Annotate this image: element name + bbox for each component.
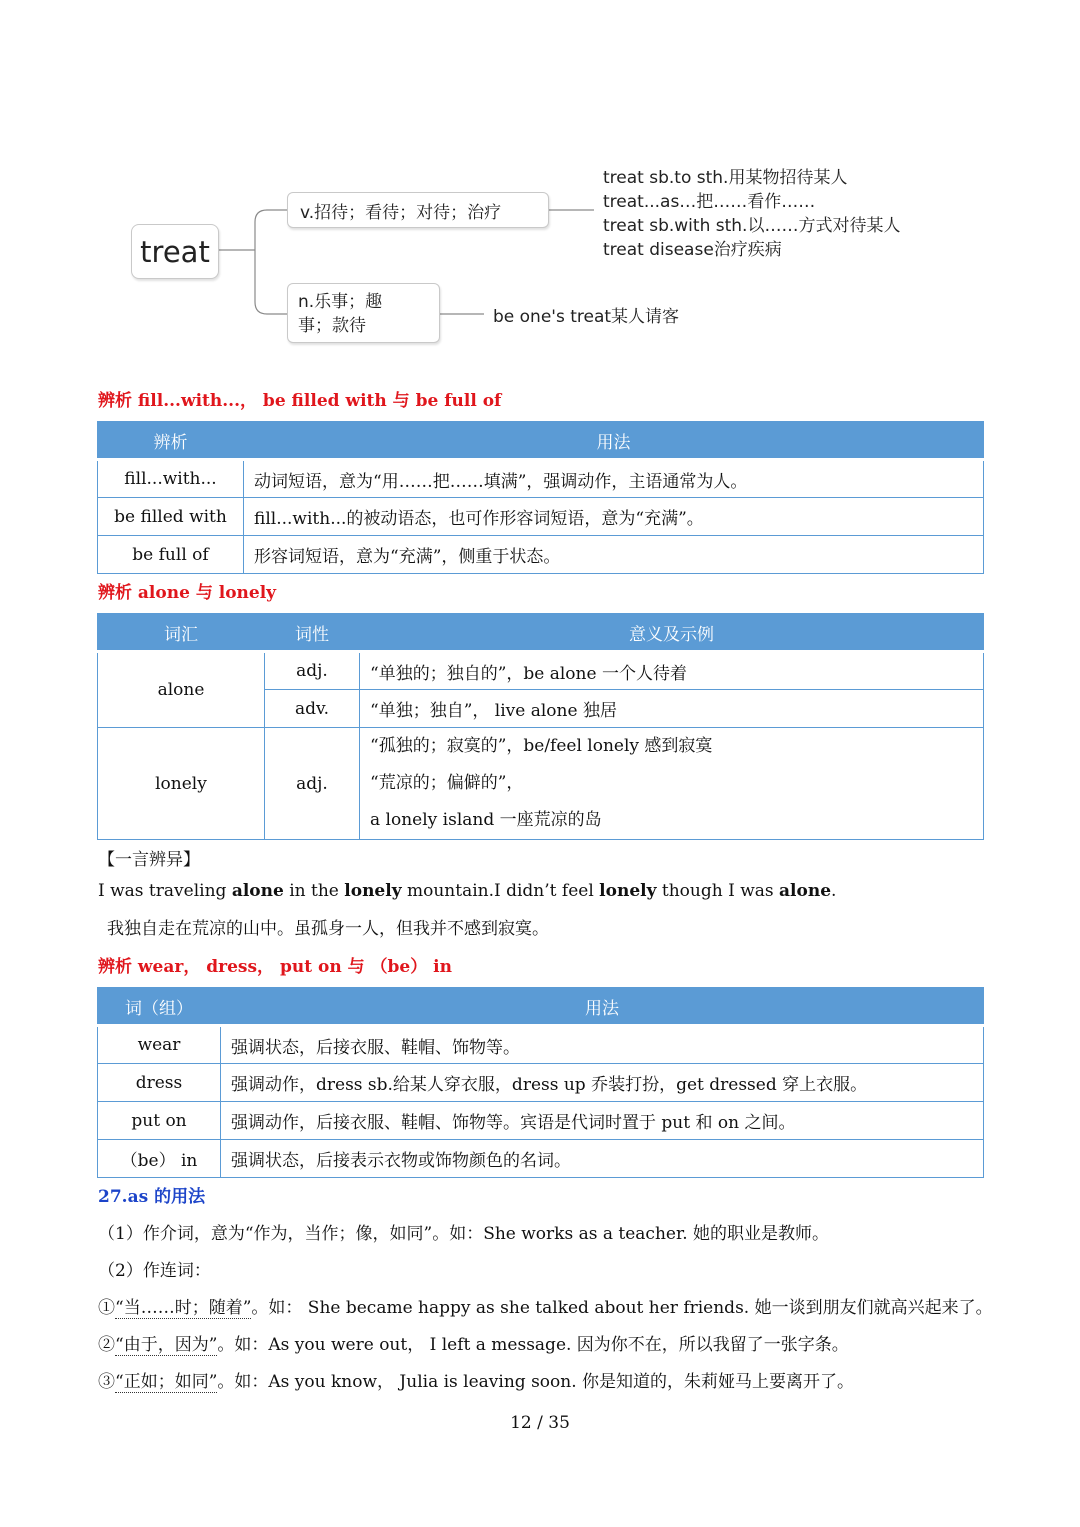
cell-usage: 强调状态，后接表示衣物或饰物颜色的名词。 bbox=[221, 1140, 984, 1178]
text-run: in the bbox=[283, 881, 345, 901]
cell-meaning: “单独；独自”， live alone 独居 bbox=[360, 690, 984, 728]
as-usage-2: （2）作连词： bbox=[98, 1261, 211, 1281]
bold-run: alone bbox=[779, 881, 832, 901]
section4-heading: 27.as 的用法 bbox=[98, 1187, 206, 1207]
cell-word: alone bbox=[98, 652, 265, 728]
yiyan-sentence bbox=[98, 881, 836, 901]
as-usage-4 bbox=[98, 1330, 849, 1355]
section2-heading: 辨析 alone 与 lonely bbox=[98, 583, 277, 603]
cell-usage: 强调动作，后接衣服、鞋帽、饰物等。宾语是代词时置于 put 和 on 之间。 bbox=[221, 1102, 984, 1140]
as-usage-5 bbox=[98, 1367, 854, 1392]
table-row bbox=[98, 536, 984, 574]
cell-term: be full of bbox=[98, 536, 244, 574]
alone-lonely-table bbox=[97, 613, 984, 840]
verb-leaf: treat sb.with sth.以……方式对待某人 bbox=[603, 216, 901, 236]
verb-leaf: treat sb.to sth.用某物招待某人 bbox=[603, 168, 848, 188]
section3-heading: 辨析 wear， dress， put on 与 （be） in bbox=[98, 957, 452, 977]
term: “由于，因为” bbox=[115, 1335, 218, 1355]
cell-usage: 动词短语，意为“用……把……填满”，强调动作，主语通常为人。 bbox=[244, 460, 984, 498]
as-usage-1: （1）作介词，意为“作为，当作；像，如同”。如：She works as a teacher. 她的职业是教师。 bbox=[98, 1224, 830, 1244]
bold-run: lonely bbox=[344, 881, 402, 901]
mindmap-noun-node bbox=[287, 283, 440, 343]
cell-pos: adj. bbox=[265, 728, 360, 840]
cell-meaning bbox=[360, 728, 984, 840]
mindmap-root: treat bbox=[131, 224, 219, 279]
noun-node-line1: n.乐事；趣 bbox=[298, 292, 383, 312]
item-number: ① bbox=[98, 1298, 115, 1318]
table-header: 用法 bbox=[244, 422, 984, 460]
cell-meaning: “单独的；独自的”，be alone 一个人待着 bbox=[360, 652, 984, 690]
yiyan-label: 【一言辨异】 bbox=[98, 850, 200, 870]
meaning-line: a lonely island 一座荒凉的岛 bbox=[370, 810, 602, 830]
text-run: I was traveling bbox=[98, 881, 232, 901]
cell-term: put on bbox=[98, 1102, 221, 1140]
table-row bbox=[98, 728, 984, 840]
text-run: mountain.I didn’t feel bbox=[401, 881, 600, 901]
term: “当……时；随着” bbox=[115, 1298, 252, 1318]
cell-term: fill...with... bbox=[98, 460, 244, 498]
table-header: 词汇 bbox=[98, 614, 265, 652]
page-number: 12 / 35 bbox=[510, 1413, 570, 1433]
cell-word: lonely bbox=[98, 728, 265, 840]
table-row bbox=[98, 1026, 984, 1064]
table-header: 词（组） bbox=[98, 988, 221, 1026]
cell-usage: 强调状态，后接衣服、鞋帽、饰物等。 bbox=[221, 1026, 984, 1064]
cell-usage: 形容词短语，意为“充满”，侧重于状态。 bbox=[244, 536, 984, 574]
cell-term: （be） in bbox=[98, 1140, 221, 1178]
cell-pos: adj. bbox=[265, 652, 360, 690]
verb-leaf: treat...as…把……看作…… bbox=[603, 192, 816, 212]
cell-term: wear bbox=[98, 1026, 221, 1064]
example: 。如：As you know， Julia is leaving soon. 你是知道的，朱莉娅马上要离开了。 bbox=[217, 1372, 855, 1392]
cell-usage: fill...with...的被动语态，也可作形容词短语，意为“充满”。 bbox=[244, 498, 984, 536]
table-header: 词性 bbox=[265, 614, 360, 652]
table-row bbox=[98, 498, 984, 536]
as-usage-3 bbox=[98, 1293, 993, 1318]
fill-with-table bbox=[97, 421, 984, 574]
item-number: ② bbox=[98, 1335, 115, 1355]
noun-node-line2: 事；款待 bbox=[298, 316, 366, 336]
table-row bbox=[98, 1064, 984, 1102]
table-row bbox=[98, 1102, 984, 1140]
cell-term: dress bbox=[98, 1064, 221, 1102]
wear-dress-table bbox=[97, 987, 984, 1178]
table-row bbox=[98, 460, 984, 498]
text-run: though I was bbox=[656, 881, 780, 901]
cell-pos: adv. bbox=[265, 690, 360, 728]
term: “正如；如同” bbox=[115, 1372, 218, 1392]
yiyan-translation: 我独自走在荒凉的山中。虽孤身一人，但我并不感到寂寞。 bbox=[107, 919, 549, 939]
example: 。如： She became happy as she talked about her friends. 她一谈到朋友们就高兴起来了。 bbox=[251, 1298, 993, 1318]
example: 。如：As you were out， I left a message. 因为你不在，所以我留了一张字条。 bbox=[217, 1335, 849, 1355]
section1-heading: 辨析 fill...with...， be filled with 与 be full of bbox=[98, 391, 502, 411]
meaning-line: “荒凉的；偏僻的”， bbox=[370, 773, 524, 793]
bold-run: lonely bbox=[599, 881, 657, 901]
bold-run: alone bbox=[231, 881, 284, 901]
table-row bbox=[98, 1140, 984, 1178]
meaning-line: “孤独的；寂寞的”，be/feel lonely 感到寂寞 bbox=[370, 736, 713, 756]
noun-leaf: be one's treat某人请客 bbox=[493, 307, 680, 327]
mindmap-verb-node: v.招待；看待；对待；治疗 bbox=[287, 192, 549, 228]
table-header: 辨析 bbox=[98, 422, 244, 460]
table-header: 意义及示例 bbox=[360, 614, 984, 652]
table-row bbox=[98, 652, 984, 690]
table-header: 用法 bbox=[221, 988, 984, 1026]
item-number: ③ bbox=[98, 1372, 115, 1392]
text-run: . bbox=[831, 881, 837, 901]
cell-term: be filled with bbox=[98, 498, 244, 536]
cell-usage: 强调动作，dress sb.给某人穿衣服，dress up 乔装打扮，get dressed 穿上衣服。 bbox=[221, 1064, 984, 1102]
verb-leaf: treat disease治疗疾病 bbox=[603, 240, 782, 260]
